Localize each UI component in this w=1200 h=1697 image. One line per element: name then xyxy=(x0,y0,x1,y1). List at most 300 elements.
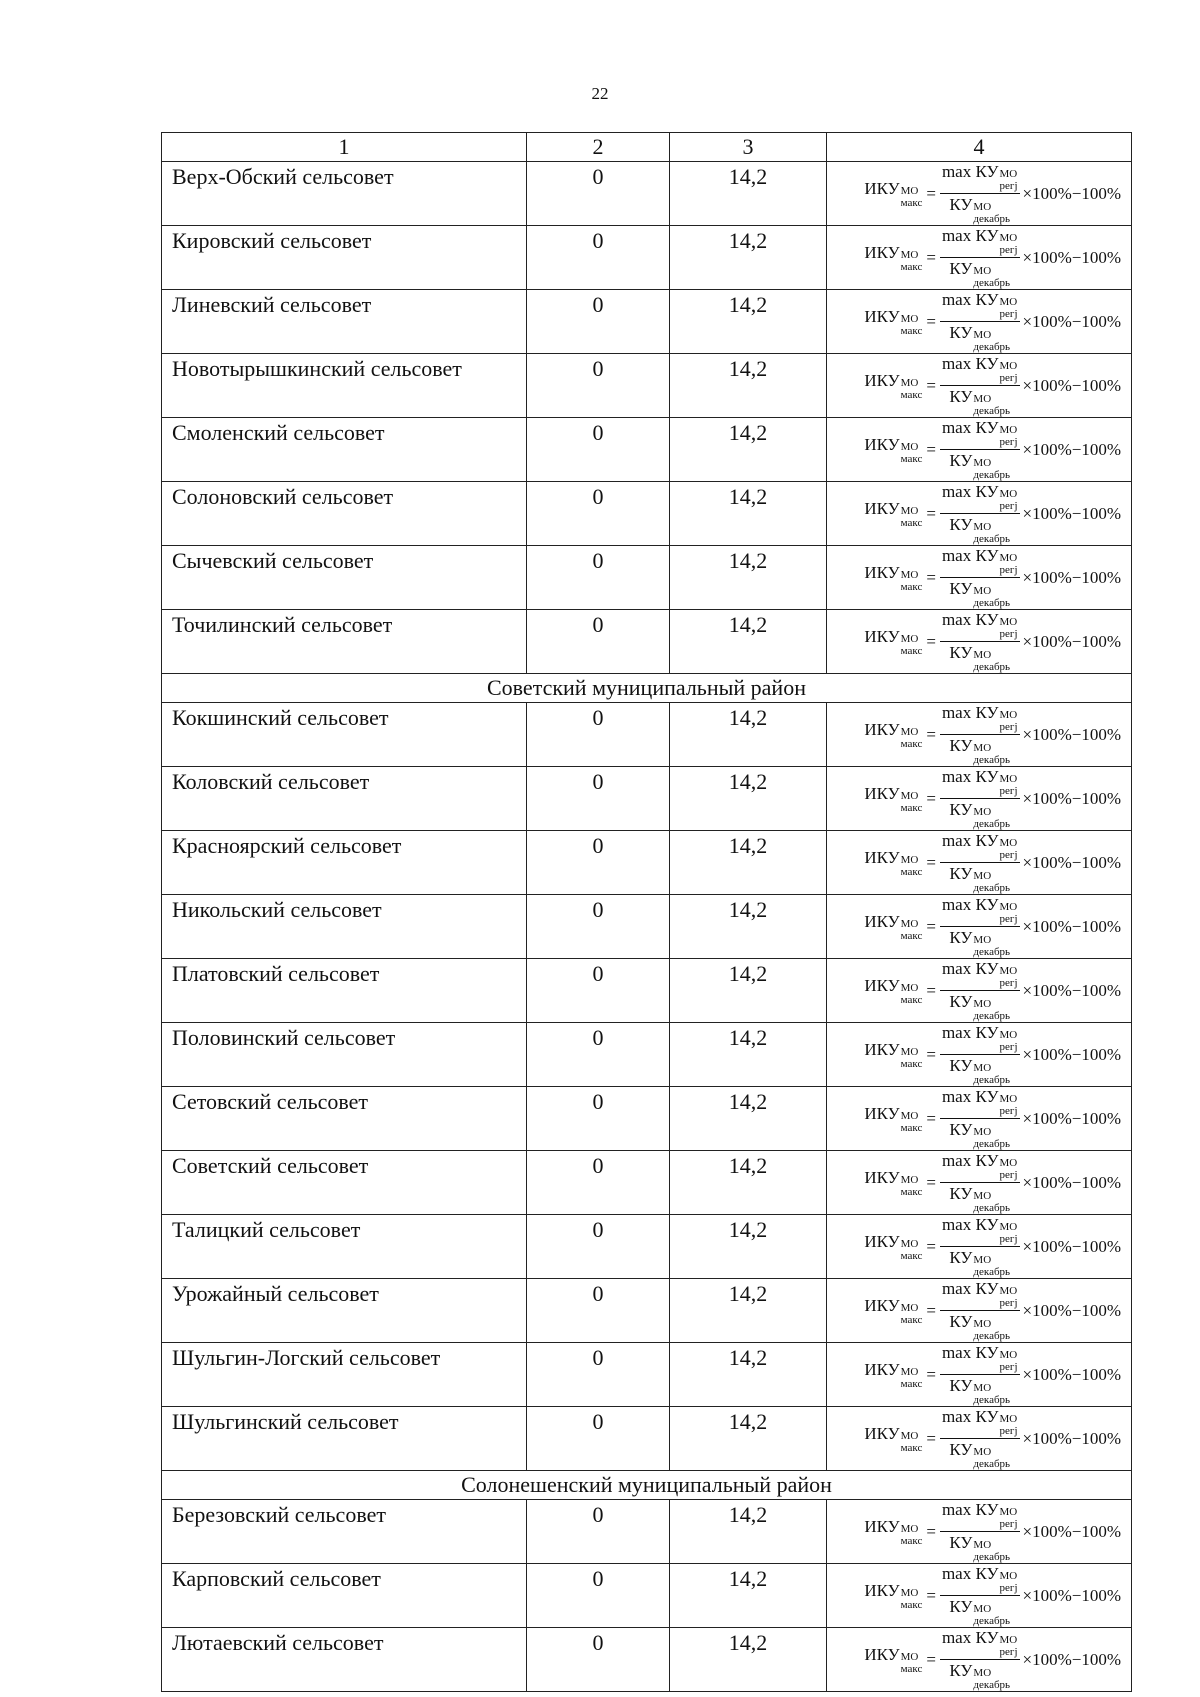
formula-den-base: КУ xyxy=(949,323,973,342)
formula-fraction xyxy=(940,482,1020,545)
formula-denominator xyxy=(949,1596,1010,1627)
column-2-value-cell: 0 xyxy=(527,226,670,290)
table-row xyxy=(162,767,1132,831)
formula-den-sub: декабрь xyxy=(973,1138,1011,1150)
formula-num-sub-j: j xyxy=(1014,308,1018,320)
formula-lhs-indices xyxy=(901,1175,923,1198)
formula-num-sub-text: рег xyxy=(999,1646,1015,1658)
formula-num-base: КУ xyxy=(975,703,999,722)
formula-cell xyxy=(827,959,1132,1023)
formula-max: max xyxy=(941,1023,972,1042)
formula-lhs-indices xyxy=(901,1367,923,1390)
formula-den-sup: МО xyxy=(973,649,992,661)
column-3-value-cell: 14,2 xyxy=(670,959,827,1023)
formula-lhs-sup: МО xyxy=(900,440,919,453)
formula-den-indices xyxy=(973,202,1010,225)
formula-den-sub: декабрь xyxy=(973,1615,1011,1627)
formula-max: max xyxy=(941,1215,972,1234)
settlement-name-cell: Сычевский сельсовет xyxy=(162,546,527,610)
formula-equals: = xyxy=(926,439,936,459)
formula-fraction xyxy=(940,1564,1020,1627)
formula-den-base: КУ xyxy=(949,992,973,1011)
column-3-value-cell: 14,2 xyxy=(670,418,827,482)
formula-num-indices xyxy=(1000,361,1018,384)
formula-den-indices xyxy=(973,586,1010,609)
formula-max: max xyxy=(941,1279,972,1298)
formula-num-sub xyxy=(1000,1519,1018,1530)
formula-lhs-sup: МО xyxy=(900,248,919,261)
formula-equals: = xyxy=(926,1108,936,1128)
formula-denominator xyxy=(949,927,1010,958)
formula-lhs xyxy=(864,784,922,814)
formula-tail: ×100%−100% xyxy=(1022,439,1121,459)
formula xyxy=(827,1151,1131,1214)
formula-lhs-base: ИКУ xyxy=(864,1580,900,1600)
formula-fraction xyxy=(940,1151,1020,1214)
formula-den-indices xyxy=(973,871,1010,894)
formula-den-sup: МО xyxy=(973,1382,992,1394)
formula xyxy=(827,1407,1131,1470)
formula-den-base: КУ xyxy=(949,579,973,598)
formula-den-base: КУ xyxy=(949,1184,973,1203)
formula-den-base: КУ xyxy=(949,1312,973,1331)
column-3-value-cell: 14,2 xyxy=(670,1500,827,1564)
formula-num-sub-j: j xyxy=(1014,1297,1018,1309)
table-row xyxy=(162,703,1132,767)
formula-den-sup: МО xyxy=(973,870,992,882)
formula-tail: ×100%−100% xyxy=(1022,1521,1121,1541)
formula-den-sup: МО xyxy=(973,1446,992,1458)
settlement-name-cell: Половинский сельсовет xyxy=(162,1023,527,1087)
formula-den-sub: декабрь xyxy=(973,213,1011,225)
formula-den-indices xyxy=(973,935,1010,958)
formula-num-indices xyxy=(1000,774,1018,797)
formula-lhs-sup: МО xyxy=(900,1522,919,1535)
formula-lhs-indices xyxy=(901,186,923,209)
formula-den-sup: МО xyxy=(973,1190,992,1202)
formula-num-sub xyxy=(1000,565,1018,576)
formula-den-base: КУ xyxy=(949,515,973,534)
formula xyxy=(827,1279,1131,1342)
formula-cell xyxy=(827,1407,1132,1471)
formula-den-sub: декабрь xyxy=(973,277,1011,289)
header-row xyxy=(162,133,1132,162)
formula-num-sub xyxy=(1000,501,1018,512)
formula-num-sub xyxy=(1000,1583,1018,1594)
formula-lhs-indices xyxy=(901,1303,923,1326)
formula-num-sub-text: рег xyxy=(999,180,1015,192)
formula-lhs-sup: МО xyxy=(900,1237,919,1250)
formula-fraction xyxy=(940,1500,1020,1563)
formula-equals: = xyxy=(926,916,936,936)
formula-den-sub: декабрь xyxy=(973,754,1011,766)
formula-tail: ×100%−100% xyxy=(1022,1428,1121,1448)
formula-num-base: КУ xyxy=(975,959,999,978)
page-number: 22 xyxy=(591,84,609,103)
table-row xyxy=(162,1628,1132,1692)
formula-den-indices xyxy=(973,743,1010,766)
formula-equals: = xyxy=(926,980,936,1000)
column-2-value-cell: 0 xyxy=(527,610,670,674)
formula xyxy=(827,418,1131,481)
formula-lhs-base: ИКУ xyxy=(864,242,900,262)
formula-denominator xyxy=(949,578,1010,609)
formula-den-sub: декабрь xyxy=(973,1458,1011,1470)
formula-lhs-base: ИКУ xyxy=(864,911,900,931)
table-row xyxy=(162,482,1132,546)
formula-num-sub-text: рег xyxy=(999,785,1015,797)
formula-cell xyxy=(827,418,1132,482)
formula-lhs-base: ИКУ xyxy=(864,1039,900,1059)
formula-denominator xyxy=(949,194,1010,225)
formula-num-indices xyxy=(1000,1571,1018,1594)
formula-denominator xyxy=(949,450,1010,481)
formula-den-base: КУ xyxy=(949,195,973,214)
formula-den-base: КУ xyxy=(949,1120,973,1139)
formula-num-indices xyxy=(1000,553,1018,576)
formula-numerator xyxy=(940,1564,1020,1596)
formula-lhs-base: ИКУ xyxy=(864,1167,900,1187)
formula-den-sup: МО xyxy=(973,265,992,277)
formula-num-sup: МО xyxy=(999,296,1018,308)
formula-fraction xyxy=(940,290,1020,353)
formula-denominator xyxy=(949,1183,1010,1214)
formula-lhs-indices xyxy=(901,919,923,942)
formula-lhs-base: ИКУ xyxy=(864,1644,900,1664)
column-2-value-cell: 0 xyxy=(527,354,670,418)
formula-num-base: КУ xyxy=(975,1407,999,1426)
formula-tail: ×100%−100% xyxy=(1022,1585,1121,1605)
settlement-name-cell: Карповский сельсовет xyxy=(162,1564,527,1628)
formula-denominator xyxy=(949,322,1010,353)
formula-num-sub-text: рег xyxy=(999,436,1015,448)
formula-lhs-sup: МО xyxy=(900,1365,919,1378)
formula-lhs-sub: макс xyxy=(900,1662,923,1675)
settlement-name-cell: Шульгинский сельсовет xyxy=(162,1407,527,1471)
formula-num-sub-j: j xyxy=(1014,1582,1018,1594)
formula xyxy=(827,767,1131,830)
column-3-value-cell: 14,2 xyxy=(670,831,827,895)
formula-equals: = xyxy=(926,631,936,651)
formula-cell xyxy=(827,1279,1132,1343)
formula-lhs-sub: макс xyxy=(900,1313,923,1326)
formula-num-sup: МО xyxy=(999,1093,1018,1105)
column-3-value-cell: 14,2 xyxy=(670,290,827,354)
formula-lhs-indices xyxy=(901,570,923,593)
formula-lhs-sub: макс xyxy=(900,1377,923,1390)
formula-num-sub-text: рег xyxy=(999,1297,1015,1309)
formula-lhs xyxy=(864,435,922,465)
formula-lhs-sup: МО xyxy=(900,853,919,866)
formula-cell xyxy=(827,482,1132,546)
column-2-value-cell: 0 xyxy=(527,1087,670,1151)
table-row xyxy=(162,290,1132,354)
formula-fraction xyxy=(940,162,1020,225)
formula-num-sub-j: j xyxy=(1014,785,1018,797)
formula-equals: = xyxy=(926,567,936,587)
formula-denominator xyxy=(949,1375,1010,1406)
formula-num-base: КУ xyxy=(975,162,999,181)
formula-lhs-indices xyxy=(901,378,923,401)
formula-cell xyxy=(827,1151,1132,1215)
table-row xyxy=(162,1151,1132,1215)
formula-cell xyxy=(827,1628,1132,1692)
formula-numerator xyxy=(940,831,1020,863)
formula-lhs-indices xyxy=(901,1431,923,1454)
formula-lhs-indices xyxy=(901,1239,923,1262)
formula-lhs-sub: макс xyxy=(900,1534,923,1547)
formula-num-sub-j: j xyxy=(1014,436,1018,448)
formula-num-sub xyxy=(1000,1362,1018,1373)
formula-denominator xyxy=(949,1055,1010,1086)
formula-equals: = xyxy=(926,375,936,395)
formula-fraction xyxy=(940,767,1020,830)
table-row xyxy=(162,610,1132,674)
formula-den-sup: МО xyxy=(973,1254,992,1266)
formula-num-indices xyxy=(1000,1286,1018,1309)
formula-tail: ×100%−100% xyxy=(1022,1649,1121,1669)
formula-num-base: КУ xyxy=(975,1500,999,1519)
formula-max: max xyxy=(941,546,972,565)
formula-num-sub-text: рег xyxy=(999,628,1015,640)
formula-lhs-base: ИКУ xyxy=(864,1516,900,1536)
formula-max: max xyxy=(941,959,972,978)
formula-num-sup: МО xyxy=(999,1506,1018,1518)
formula-tail: ×100%−100% xyxy=(1022,247,1121,267)
formula-cell xyxy=(827,354,1132,418)
formula-den-sup: МО xyxy=(973,1603,992,1615)
formula-cell xyxy=(827,1087,1132,1151)
formula-num-sub-j: j xyxy=(1014,1105,1018,1117)
column-3-value-cell: 14,2 xyxy=(670,1215,827,1279)
formula-fraction xyxy=(940,1628,1020,1691)
formula-lhs-sub: макс xyxy=(900,388,923,401)
formula-den-sub: декабрь xyxy=(973,597,1011,609)
formula-num-indices xyxy=(1000,1350,1018,1373)
formula xyxy=(827,831,1131,894)
formula-num-indices xyxy=(1000,1222,1018,1245)
formula-fraction xyxy=(940,1343,1020,1406)
formula-num-sub-text: рег xyxy=(999,564,1015,576)
formula-lhs-sub: макс xyxy=(900,260,923,273)
formula-num-sub-text: рег xyxy=(999,913,1015,925)
formula-num-sub-j: j xyxy=(1014,1425,1018,1437)
formula-max: max xyxy=(941,418,972,437)
formula-lhs-sup: МО xyxy=(900,725,919,738)
formula-den-sup: МО xyxy=(973,393,992,405)
formula-num-sub xyxy=(1000,309,1018,320)
section-header-row xyxy=(162,674,1132,703)
formula-num-sub-text: рег xyxy=(999,721,1015,733)
formula-fraction xyxy=(940,610,1020,673)
formula xyxy=(827,1564,1131,1627)
formula-num-indices xyxy=(1000,838,1018,861)
formula-lhs xyxy=(864,720,922,750)
formula-lhs-indices xyxy=(901,314,923,337)
formula-num-sup: МО xyxy=(999,360,1018,372)
formula-den-indices xyxy=(973,1191,1010,1214)
formula-lhs xyxy=(864,627,922,657)
formula-lhs-sup: МО xyxy=(900,184,919,197)
formula-numerator xyxy=(940,610,1020,642)
settlement-name-cell: Талицкий сельсовет xyxy=(162,1215,527,1279)
formula-num-sub-j: j xyxy=(1014,372,1018,384)
formula-lhs-sup: МО xyxy=(900,917,919,930)
table-row xyxy=(162,895,1132,959)
formula-den-base: КУ xyxy=(949,864,973,883)
table-row xyxy=(162,354,1132,418)
formula-den-sup: МО xyxy=(973,1539,992,1551)
formula-equals: = xyxy=(926,724,936,744)
formula-denominator xyxy=(949,799,1010,830)
formula-max: max xyxy=(941,895,972,914)
formula-num-base: КУ xyxy=(975,226,999,245)
formula-num-sub-text: рег xyxy=(999,1518,1015,1530)
formula-den-base: КУ xyxy=(949,643,973,662)
formula-cell xyxy=(827,1215,1132,1279)
formula-den-sub: декабрь xyxy=(973,1074,1011,1086)
formula-lhs-sub: макс xyxy=(900,865,923,878)
formula-den-base: КУ xyxy=(949,1248,973,1267)
formula-den-sup: МО xyxy=(973,1667,992,1679)
formula-lhs xyxy=(864,848,922,878)
formula-lhs-indices xyxy=(901,506,923,529)
formula xyxy=(827,1023,1131,1086)
formula-lhs-sub: макс xyxy=(900,1121,923,1134)
formula-den-sub: декабрь xyxy=(973,469,1011,481)
formula-fraction xyxy=(940,703,1020,766)
formula-den-sub: декабрь xyxy=(973,818,1011,830)
formula-den-sub: декабрь xyxy=(973,533,1011,545)
settlement-name-cell: Коловский сельсовет xyxy=(162,767,527,831)
formula-cell xyxy=(827,767,1132,831)
formula-numerator xyxy=(940,1087,1020,1119)
formula-num-sub xyxy=(1000,1170,1018,1181)
formula-lhs-sub: макс xyxy=(900,801,923,814)
formula-denominator xyxy=(949,1247,1010,1278)
formula-lhs-indices xyxy=(901,855,923,878)
formula-numerator xyxy=(940,1023,1020,1055)
formula xyxy=(827,703,1131,766)
formula-num-sub xyxy=(1000,786,1018,797)
formula-max: max xyxy=(941,1151,972,1170)
formula-lhs-sup: МО xyxy=(900,632,919,645)
formula-num-sub-j: j xyxy=(1014,721,1018,733)
formula-lhs-base: ИКУ xyxy=(864,1359,900,1379)
formula-lhs-base: ИКУ xyxy=(864,370,900,390)
formula-den-indices xyxy=(973,1383,1010,1406)
formula-den-indices xyxy=(973,266,1010,289)
formula-lhs-base: ИКУ xyxy=(864,719,900,739)
formula-num-indices xyxy=(1000,489,1018,512)
formula-lhs xyxy=(864,1040,922,1070)
formula-lhs-sup: МО xyxy=(900,1045,919,1058)
formula-lhs-base: ИКУ xyxy=(864,562,900,582)
column-3-value-cell: 14,2 xyxy=(670,1564,827,1628)
formula xyxy=(827,895,1131,958)
formula-den-base: КУ xyxy=(949,451,973,470)
formula-num-sub-j: j xyxy=(1014,1646,1018,1658)
formula-lhs-sup: МО xyxy=(900,568,919,581)
formula-num-indices xyxy=(1000,297,1018,320)
table-row xyxy=(162,162,1132,226)
formula-den-sup: МО xyxy=(973,521,992,533)
table-row xyxy=(162,1564,1132,1628)
formula-max: max xyxy=(941,831,972,850)
formula-den-sub: декабрь xyxy=(973,1266,1011,1278)
formula-max: max xyxy=(941,703,972,722)
formula-max: max xyxy=(941,767,972,786)
formula-tail: ×100%−100% xyxy=(1022,1044,1121,1064)
formula-num-sup: МО xyxy=(999,616,1018,628)
formula-lhs-indices xyxy=(901,1111,923,1134)
formula-num-sub xyxy=(1000,1298,1018,1309)
formula-num-base: КУ xyxy=(975,1343,999,1362)
formula-denominator xyxy=(949,642,1010,673)
formula-numerator xyxy=(940,767,1020,799)
formula-fraction xyxy=(940,226,1020,289)
formula-fraction xyxy=(940,1279,1020,1342)
formula-lhs-sub: макс xyxy=(900,324,923,337)
formula-lhs-indices xyxy=(901,1524,923,1547)
formula-max: max xyxy=(941,354,972,373)
column-3-value-cell: 14,2 xyxy=(670,1628,827,1692)
settlement-name-cell: Урожайный сельсовет xyxy=(162,1279,527,1343)
formula-num-sub-text: рег xyxy=(999,1361,1015,1373)
formula-equals: = xyxy=(926,503,936,523)
formula-num-base: КУ xyxy=(975,1087,999,1106)
settlement-name-cell: Красноярский сельсовет xyxy=(162,831,527,895)
formula-tail: ×100%−100% xyxy=(1022,311,1121,331)
formula-numerator xyxy=(940,482,1020,514)
formula-num-sub-text: рег xyxy=(999,1425,1015,1437)
formula-num-sup: МО xyxy=(999,1285,1018,1297)
section-header-row xyxy=(162,1471,1132,1500)
formula-cell xyxy=(827,1343,1132,1407)
formula-num-indices xyxy=(1000,902,1018,925)
formula-num-base: КУ xyxy=(975,767,999,786)
formula-lhs-base: ИКУ xyxy=(864,1295,900,1315)
formula-num-sub-j: j xyxy=(1014,977,1018,989)
formula-numerator xyxy=(940,162,1020,194)
formula-num-sub-j: j xyxy=(1014,564,1018,576)
formula-num-sub-text: рег xyxy=(999,372,1015,384)
formula-lhs xyxy=(864,1296,922,1326)
formula-den-sub: декабрь xyxy=(973,661,1011,673)
table-row xyxy=(162,1087,1132,1151)
formula-num-sub xyxy=(1000,1426,1018,1437)
formula-equals: = xyxy=(926,311,936,331)
formula-numerator xyxy=(940,354,1020,386)
formula-num-sup: МО xyxy=(999,901,1018,913)
settlement-name-cell: Платовский сельсовет xyxy=(162,959,527,1023)
formula-numerator xyxy=(940,895,1020,927)
formula-den-sup: МО xyxy=(973,585,992,597)
settlement-name-cell: Линевский сельсовет xyxy=(162,290,527,354)
column-3-value-cell: 14,2 xyxy=(670,610,827,674)
header-cell-1: 1 xyxy=(162,133,527,162)
formula-tail: ×100%−100% xyxy=(1022,503,1121,523)
formula-num-indices xyxy=(1000,1507,1018,1530)
formula-numerator xyxy=(940,546,1020,578)
formula-den-base: КУ xyxy=(949,1597,973,1616)
formula-den-sup: МО xyxy=(973,998,992,1010)
formula-num-indices xyxy=(1000,617,1018,640)
formula-tail: ×100%−100% xyxy=(1022,852,1121,872)
formula-lhs-base: ИКУ xyxy=(864,434,900,454)
formula-den-sup: МО xyxy=(973,1318,992,1330)
formula-lhs-indices xyxy=(901,250,923,273)
